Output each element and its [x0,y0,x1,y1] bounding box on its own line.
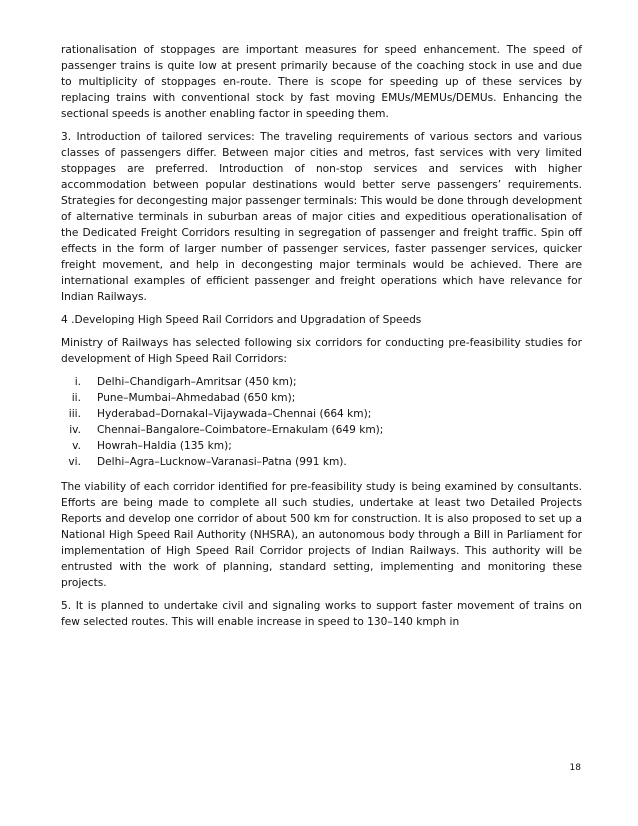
list-item [61,406,582,422]
list-item-number: iv. [69,424,81,436]
list-item [61,390,582,406]
paragraph-civil-works: 5. It is planned to undertake civil and signaling works to support faster movement of trains on few selected routes. This will enable increase in speed to 130–140 kmph in [61,600,582,628]
list-item [61,374,582,390]
section-heading-high-speed: 4 .Developing High Speed Rail Corridors and Upgradation of Speeds [61,314,422,326]
paragraph-speed-enhancement: rationalisation of stoppages are important measures for speed enhancement. The speed of passenger trains is quite low at present primarily because of the coaching stock in use and due to multiplicity of stoppages en-route. There is scope for speeding up of these services by replacing trains with conventional stock by fast moving EMUs/MEMUs/DEMUs. Enhancing the sectional speeds is another enabling factor in speeding them. [61,44,582,120]
list-item-text: Chennai–Bangalore–Coimbatore–Ernakulam (649 km); [97,424,384,436]
corridor-list [61,374,582,470]
list-item-number: iii. [68,408,81,420]
list-item-number: vi. [68,456,81,468]
list-item-text: Hyderabad–Dornakal–Vijaywada–Chennai (664 km); [97,408,372,420]
paragraph-tailored-services: 3. Introduction of tailored services: The traveling requirements of various sectors and various classes of passengers differ. Between major cities and metros, fast services with very limited stoppages are preferred. Introduction of non-stop services and services with higher accommodation between popular destinations would better serve passengers’ requirements. Strategies for decongesting major passenger terminals: This would be done through development of alternative terminals in suburban areas of major cities and expeditious operationalisation of the Dedicated Freight Corridors resulting in segregation of passenger and freight traffic. Spin off effects in the form of larger number of passenger services, faster passenger services, quicker freight movement, and help in decongesting major terminals would be achieved. There are international examples of efficient passenger and freight operations which have relevance for Indian Railways. [61,131,582,303]
list-item [61,438,582,454]
list-item-number: v. [72,440,81,452]
list-item-number: i. [74,376,81,388]
page-number: 18 [569,763,581,773]
paragraph-viability: The viability of each corridor identified for pre-feasibility study is being examined by consultants. Efforts are being made to complete all such studies, undertake at least two Detailed Projects Reports and develop one corridor of about 500 km for construction. It is also proposed to set up a National High Speed Rail Authority (NHSRA), an autonomous body through a Bill in Parliament for implementation of High Speed Rail Corridor projects of Indian Railways. This authority will be entrusted with the work of planning, standard setting, implementing and monitoring these projects. [61,481,582,589]
list-item-text: Delhi–Chandigarh–Amritsar (450 km); [97,376,297,388]
list-item-text: Howrah–Haldia (135 km); [97,440,232,452]
list-item-number: ii. [71,392,81,404]
list-item [61,454,582,470]
list-item [61,422,582,438]
list-item-text: Delhi–Agra–Lucknow–Varanasi–Patna (991 km). [97,456,347,468]
paragraph-corridors-intro: Ministry of Railways has selected following six corridors for conducting pre-feasibility studies for development of High Speed Rail Corridors: [61,337,582,365]
list-item-text: Pune–Mumbai–Ahmedabad (650 km); [97,392,296,404]
page-body [61,42,582,637]
